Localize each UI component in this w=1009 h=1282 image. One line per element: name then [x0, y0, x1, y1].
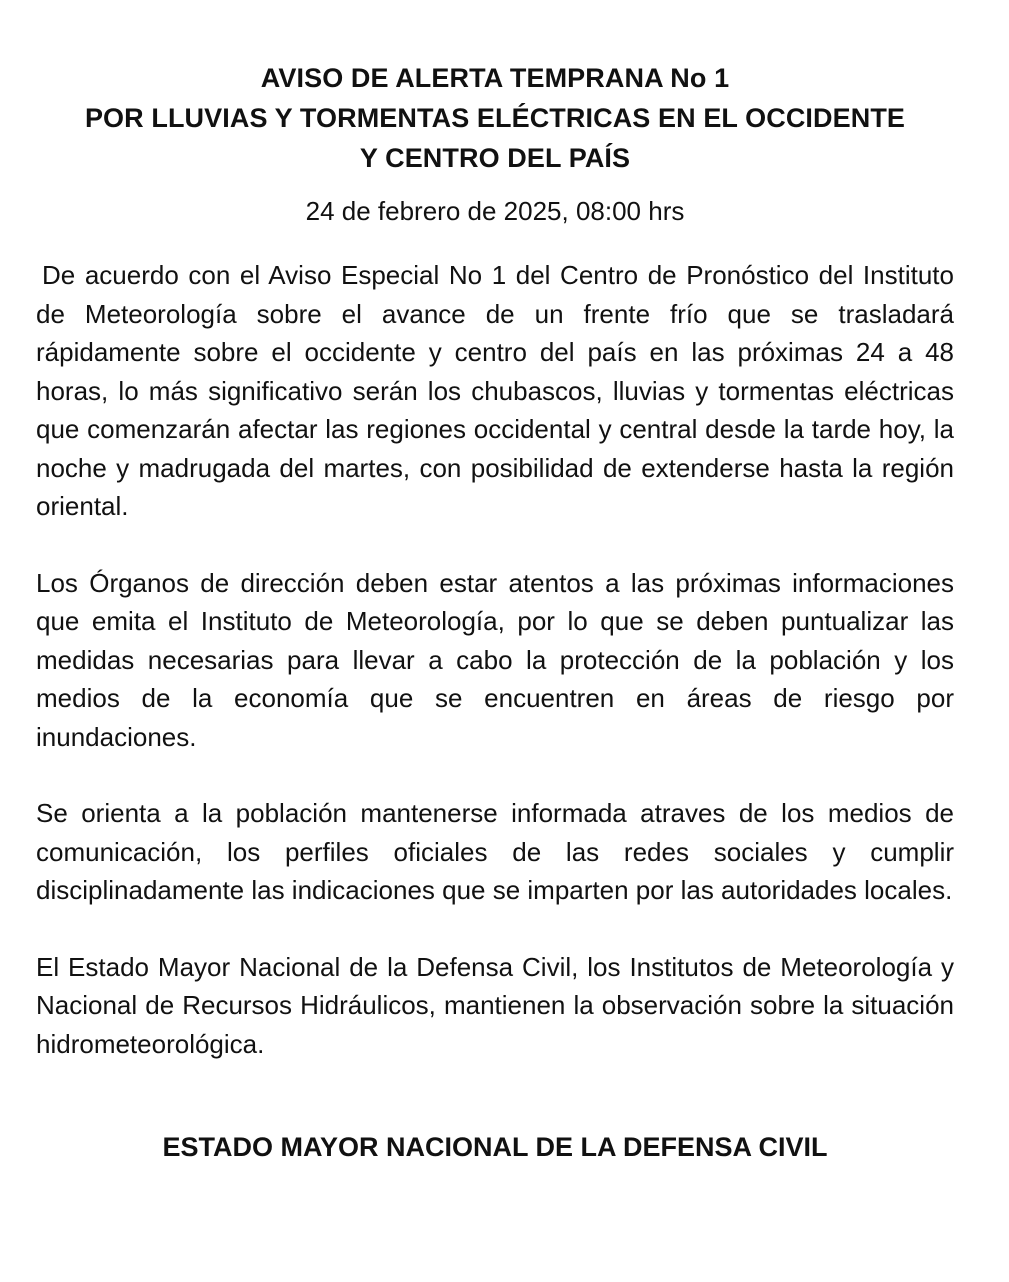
title-line-1: AVISO DE ALERTA TEMPRANA No 1 [260, 63, 730, 93]
paragraph-3: Se orienta a la población mantenerse informada atraves de los medios de comunicación, los perfiles oficiales de las redes sociales y cumplir disciplinadamente las indicaciones que se imparten por las autoridades locales. [36, 798, 954, 905]
signature-block: ESTADO MAYOR NACIONAL DE LA DEFENSA CIVIL [162, 1132, 828, 1162]
title-line-3: Y CENTRO DEL PAÍS [359, 143, 631, 173]
paragraph-2: Los Órganos de dirección deben estar atentos a las próximas informaciones que emita el Instituto de Meteorología, por lo que se deben puntualizar las medidas necesarias para llevar a cabo la protección de la población y los medios de la economía que se encuentren en áreas de riesgo por inundaciones. [36, 567, 954, 752]
title-line-2: POR LLUVIAS Y TORMENTAS ELÉCTRICAS EN EL OCCIDENTE [84, 103, 906, 133]
paragraph-4: El Estado Mayor Nacional de la Defensa Civil, los Institutos de Meteorología y Nacional de Recursos Hidráulicos, mantienen la observación sobre la situación hidrometeorológica. [36, 951, 954, 1059]
document-date: 24 de febrero de 2025, 08:00 hrs [305, 196, 685, 226]
paragraph-1: De acuerdo con el Aviso Especial No 1 del Centro de Pronóstico del Instituto de Meteorología sobre el avance de un frente frío que se trasladará rápidamente sobre el occidente y centro del país en las próximas 24 a 48 horas, lo más significativo serán los chubascos, lluvias y tormentas eléctricas que comenzarán afectar las regiones occidental y central desde la tarde hoy, la noche y madrugada del martes, con posibilidad de extenderse hasta la región oriental. [36, 260, 954, 521]
document-title [36, 58, 954, 178]
